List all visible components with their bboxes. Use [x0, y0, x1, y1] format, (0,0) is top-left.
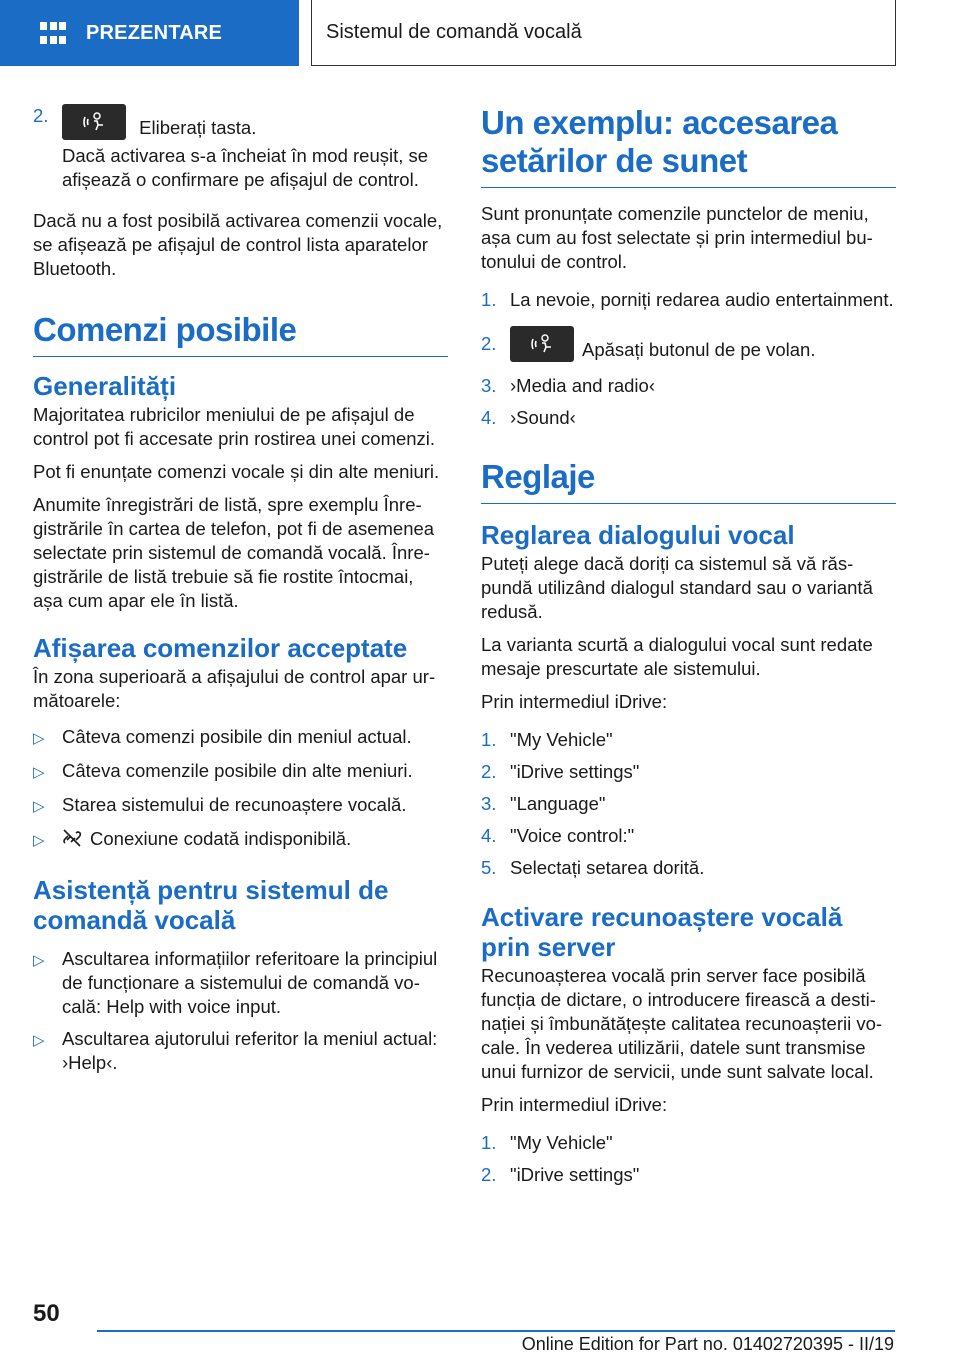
- list-item: ▷ Ascultarea informațiilor referitoare la principiul de funcționare a sistemului de comandă vocală: Help with voice input.: [33, 948, 438, 1017]
- heading-server: Activare recunoaștere vocală prin server: [481, 902, 843, 962]
- step-number: 3.: [481, 793, 497, 814]
- step-item: 3. "Language": [481, 793, 606, 814]
- step-number: 2.: [481, 761, 497, 782]
- right-column: [481, 104, 896, 1195]
- step-item: 5. Selectați setarea dorită.: [481, 857, 705, 878]
- list-item: ▷ Ascultarea ajutorului referitor la meniul actual: ›Help‹.: [33, 1028, 438, 1073]
- paragraph: În zona superioară a afișajului de control apar următoarele:: [33, 666, 436, 711]
- step-number: 1.: [481, 729, 497, 750]
- triangle-bullet-icon: ▷: [33, 798, 45, 815]
- page-header: [0, 0, 960, 66]
- step-number: 2.: [481, 333, 497, 354]
- paragraph: Pot fi enunțate comenzi vocale și din alte meniuri.: [33, 461, 440, 482]
- step-number: 4.: [481, 825, 497, 846]
- step-item: 1. "My Vehicle": [481, 1132, 613, 1153]
- step-item: [33, 104, 448, 201]
- list-item: ▷ Conexiune codată indisponibilă.: [33, 827, 448, 853]
- heading-dialog: Reglarea dialogului vocal: [481, 520, 795, 550]
- paragraph: Recunoașterea vocală prin server face posibilă funcția de dictare, o introducere firească a destinației și îmbunătățește calitatea recunoașterii vocale. În vederea utilizării, datele sunt transmise unui furnizor de servicii, unde sunt salvate local.: [481, 965, 883, 1082]
- left-column: [33, 104, 448, 1083]
- step-item: 2. "iDrive settings": [481, 761, 640, 782]
- step-item: 1. "My Vehicle": [481, 729, 613, 750]
- step-number: 1.: [481, 289, 497, 310]
- paragraph: Dacă nu a fost posibilă activarea comenzii vocale, se afișează pe afișajul de control lista aparatelor Bluetooth.: [33, 210, 443, 279]
- list-item: ▷ Câteva comenzi posibile din meniul actual.: [33, 725, 448, 751]
- voice-button-icon: [62, 104, 126, 140]
- paragraph: Puteți alege dacă doriți ca sistemul să vă răspundă utilizând dialogul standard sau o variantă redusă.: [481, 553, 873, 622]
- triangle-bullet-icon: ▷: [33, 764, 45, 781]
- step-text: Eliberați tasta.: [139, 117, 257, 138]
- edition-text: Online Edition for Part no. 01402720395 - II/19: [521, 1334, 894, 1354]
- heading-commands: Comenzi posibile: [33, 311, 448, 357]
- heading-settings: Reglaje: [481, 458, 896, 504]
- grid-icon: [40, 22, 66, 44]
- step-number: 2.: [33, 105, 49, 126]
- encryption-unavailable-icon: [62, 828, 82, 848]
- step-number: 1.: [481, 1132, 497, 1153]
- triangle-bullet-icon: ▷: [33, 1032, 45, 1049]
- paragraph: La varianta scurtă a dialogului vocal sunt redate mesaje prescurtate ale sistemului.: [481, 634, 873, 679]
- step-item: 4. "Voice control:": [481, 825, 635, 846]
- step-number: 2.: [481, 1164, 497, 1185]
- step-item: 4. ›Sound‹: [481, 407, 576, 428]
- step-item: 1. La nevoie, porniți redarea audio entertainment.: [481, 289, 894, 310]
- paragraph: Anumite înregistrări de listă, spre exemplu Înregistrările în cartea de telefon, pot fi de asemenea selectate prin sistemul de comandă vocală. Înregistrările de listă trebuie să fie rostite întocmai, așa cum apar ele în listă.: [33, 494, 435, 611]
- step-number: 3.: [481, 375, 497, 396]
- chapter-title-text: Sistemul de comandă vocală: [326, 21, 582, 43]
- voice-button-icon: [510, 326, 574, 362]
- triangle-bullet-icon: ▷: [33, 832, 45, 849]
- step-subtext: Dacă activarea s-a încheiat în mod reușit, se afișează o confirmare pe afișajul de control.: [62, 145, 429, 190]
- chapter-title: [311, 0, 896, 66]
- paragraph: Majoritatea rubricilor meniului de pe afișajul de control pot fi accesate prin rostirea unei comenzi.: [33, 404, 436, 449]
- triangle-bullet-icon: ▷: [33, 730, 45, 747]
- paragraph: Sunt pronunțate comenzile punctelor de meniu, așa cum au fost selectate și prin intermediul butonului de control.: [481, 203, 873, 272]
- list-item: ▷ Câteva comenzile posibile din alte meniuri.: [33, 759, 448, 785]
- step-number: 4.: [481, 407, 497, 428]
- heading-assist: Asistență pentru sistemul de comandă vocală: [33, 875, 389, 935]
- heading-display: Afișarea comenzilor acceptate: [33, 633, 408, 663]
- footer-divider: [97, 1330, 895, 1332]
- section-tab[interactable]: [0, 0, 299, 66]
- section-tab-label: PREZENTARE: [86, 21, 223, 44]
- step-item: 3. ›Media and radio‹: [481, 375, 655, 396]
- heading-example: Un exemplu: accesarea setărilor de sunet: [481, 104, 896, 188]
- triangle-bullet-icon: ▷: [33, 952, 45, 969]
- step-number: 5.: [481, 857, 497, 878]
- list-item: ▷ Starea sistemului de recunoaștere vocală.: [33, 793, 448, 819]
- page-number: 50: [33, 1300, 60, 1327]
- heading-general: Generalități: [33, 371, 177, 401]
- step-item: 2. "iDrive settings": [481, 1164, 640, 1185]
- step-item: 2. Apăsați butonul de pe volan.: [481, 326, 896, 362]
- paragraph: Prin intermediul iDrive:: [481, 691, 668, 712]
- paragraph: Prin intermediul iDrive:: [481, 1094, 668, 1115]
